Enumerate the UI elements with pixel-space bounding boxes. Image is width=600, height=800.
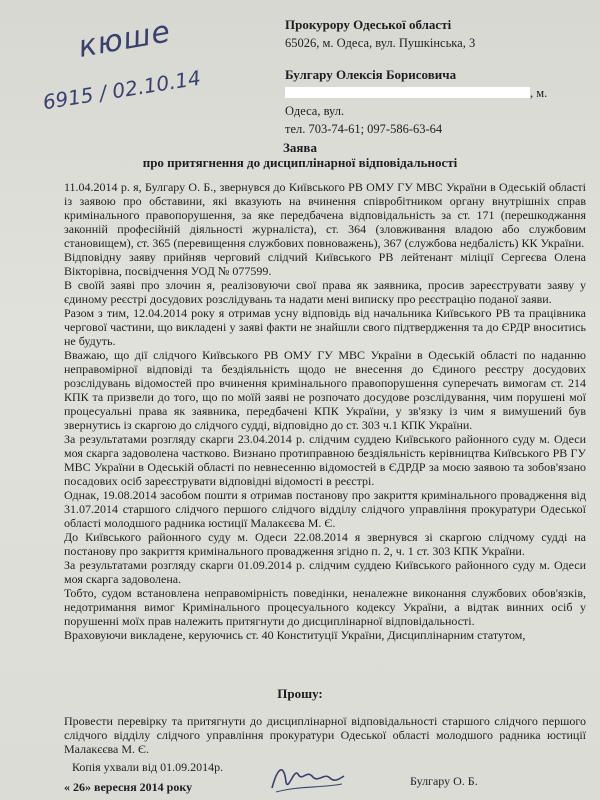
document-date: « 26» вересня 2014 року — [64, 780, 193, 794]
sender-address-text: , м. Одеса, вул. — [285, 86, 548, 118]
request-text: Провести перевірку та притягнути до дисциплінарної відповідальності старшого слідчого першого слідчого відділу слідчого управління прокуратури Одеської області молодшого радника юстиції Малакєєва М. Є. — [64, 714, 586, 756]
signer-name: Булгару О. Б. — [410, 774, 478, 788]
body-paragraph: Тобто, судом встановлена неправомірність поведінки, неналежне виконання службових обов'язків, недотримання вимог Кримінального процесуального кодексу України, а відтак винних осіб у порушенні моїх прав належить притягнути до дисциплінарної відповідальності. — [64, 586, 586, 628]
body-paragraph: За результатами розгляду скарги 01.09.2014 р. слідчим суддею Київського районного суду м. Одеси моя скарга задоволена. — [64, 558, 586, 586]
body-paragraph: В своїй заяві про злочин я, реалізовуючи свої права як заявника, просив зареєструвати заяву у єдиному реєстрі досудових розслідувань та надати мені виписку про реєстрацію поданої заяви. — [64, 278, 586, 306]
handwritten-note: кюше — [75, 14, 174, 65]
body-paragraph: Однак, 19.08.2014 засобом пошти я отримав постанову про закриття кримінального провадження від 31.07.2014 старшого слідчого першого слідчого відділу слідчого управління прокуратури Одеської області молодшого радника юстиції Малакєєва М. Є. — [64, 488, 586, 530]
body-paragraph: Відповідну заяву прийняв черговий слідчий Київського РВ лейтенант міліції Сергеєва Олена Вікторівна, посвідчення УОД № 077599. — [64, 250, 586, 278]
sender-name: Булгару Олексія Борисовича — [285, 67, 457, 82]
handwritten-registration-number: 6915 / 02.10.14 — [41, 65, 203, 115]
body-paragraph: Враховуючи викладене, керуючись ст. 40 Конституції України, Дисциплінарним статутом, — [64, 628, 526, 642]
document-subtitle: про притягнення до дисциплінарної відповідальності — [142, 155, 458, 170]
body-paragraph: До Київського районного суду м. Одеси 22.08.2014 я звернувся зі скаргою слідчому судді на постанову про закриття кримінального провадження згідно п. 2, ч. 1 ст. 303 КПК України. — [64, 530, 586, 558]
body-paragraph: За результатами розгляду скарги 23.04.2014 р. слідчим суддею Київського районного суду м. Одеси моя скарга задоволена частково. Визнано протиправною бездіяльність керівництва Київського РВ ГУ МВС України в Одеській області по невнесенню відомостей в ЄДРДР за моєю заявою та зобов'язано посадових осіб зареєструвати відповідні відомості в реєстрі. — [64, 432, 586, 488]
handwritten-signature — [268, 758, 348, 798]
redaction-bar — [285, 87, 530, 98]
body-paragraph: Разом з тим, 12.04.2014 року я отримав усну відповідь від начальника Київського РВ та працівника чергової частини, що викладені у заяві факти не знайшли свого підтвердження та до ЄРДР вноситись не будуть. — [64, 306, 586, 348]
recipient-address: 65026, м. Одеса, вул. Пушкінська, 3 — [285, 36, 476, 50]
body-paragraph: 11.04.2014 р. я, Булгару О. Б., звернувся до Київського РВ ОМУ ГУ МВС України в Одеській області із заявою про обставини, які вказують на вчинення співробітником органу внутрішніх справ кримінального правопорушення, за яке передбачена відповідальність за ст. 171 (перешкоджання законній професійній діяльності журналіста), ст. 364 (зловживання владою або службовим становищем), ст. 365 (перевищення службових повноважень), 367 (службова недбалість) КК України. — [64, 180, 586, 250]
request-heading: Прошу: — [277, 686, 323, 701]
sender-phone: тел. 703-74-61; 097-586-63-64 — [285, 122, 443, 136]
attachment-note: Копія ухвали від 01.09.2014р. — [72, 760, 224, 774]
sender-address — [285, 84, 585, 120]
document-body — [64, 180, 586, 642]
document-title: Заява — [283, 140, 317, 155]
addressee-block — [285, 16, 585, 138]
recipient-line: Прокурору Одеської області — [285, 17, 452, 32]
body-paragraph: Вважаю, що дії слідчого Київського РВ ОМУ ГУ МВС України в Одеській області по наданню неправомірної відповіді та бездіяльність щодо не внесення до Єдиного реєстру досудових розслідувань відомостей про вчинення кримінального правопорушення суперечать вимогам ст. 214 КПК та призвели до того, що по моїй заяві не розпочато досудове розслідування, чим порушені мої процесуальні права як заявника, передбачені КПК України, у зв'язку із чим я вимушений був звернутись із скаргою до слідчого судді, відповідно до ст. 303 ч.1 КПК України. — [64, 348, 586, 432]
